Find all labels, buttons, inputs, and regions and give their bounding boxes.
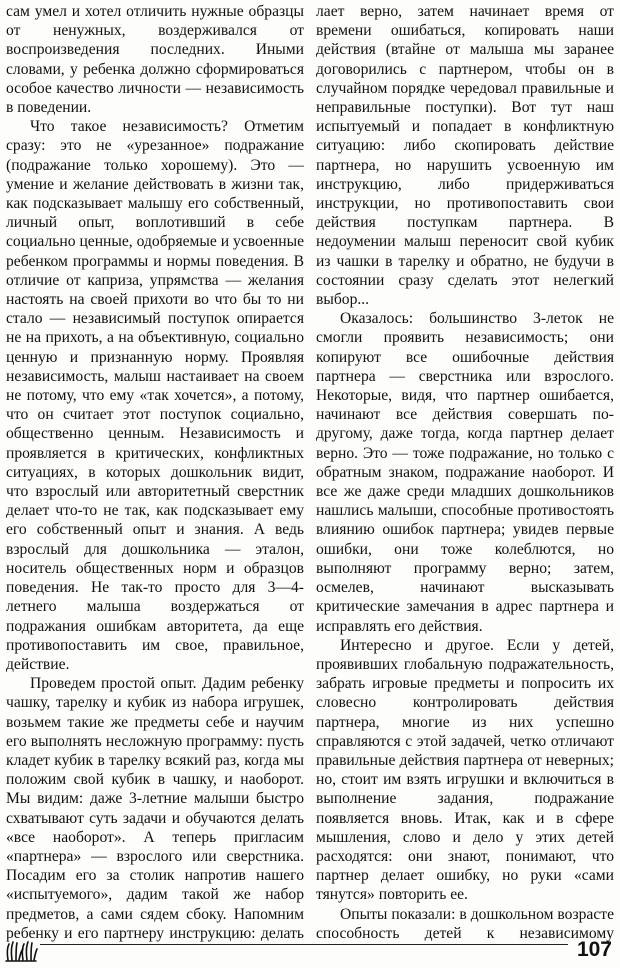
paragraph: сам умел и хотел отличить нужные образцы от ненужных, воздерживался от воспроизведения последних. Иными словами, у ребенка должно сформироваться особое качество личности — независимость в поведении. [6,3,304,117]
left-text-column [6,2,304,942]
right-text-column [316,2,614,942]
footer-rule [40,944,568,945]
paragraph: Оказалось: большинство 3-леток не смогли проявить независимость; они копируют все ошибочные действия партнера — сверстника или взрослого. Некоторые, видя, что партнер ошибается, начинают все действия совершать по-другому, даже тогда, когда партнер делает верно. Это — тоже подражание, но только с обратным знаком, подражание наоборот. И все же даже среди младших дошкольников нашлись малыши, способные противостоять влиянию ошибок партнера; увидев первые ошибки, они тоже колеблются, но выполняют программу верно; затем, осмелев, начинают высказывать критические замечания в адрес партнера и исправлять его действия. [316,310,614,635]
paragraph: Опыты показали: в дошкольном возрасте способность детей к независимому [316,905,614,942]
paragraph: Что такое независимость? Отметим сразу: это не «урезанное» подражание (подражание только хорошему). Это — умение и желание действовать в жизни так, как подсказывает малышу его собственный, личный опыт, воплотивший в себе социально ценные, одобряемые и усвоенные ребенком программы и нормы поведения. В отличие от каприза, упрямства — желания настоять на своей прихоти во что бы то ни стало — независимый поступок опирается не на прихоть, а на объективную, социально ценную и признанную норму. Проявляя независимость, малыш настаивает на своем не потому, что ему «так хочется», а потому, что он считает этот поступок социально, общественно ценным. Независимость и проявляется в критических, конфликтных ситуациях, в которых дошкольник видит, что взрослый или авторитетный сверстник делает что-то не так, как подсказывает ему его собственный опыт и знания. А ведь взрослый для дошкольника — эталон, носитель общественных норм и образцов поведения. Не так-то просто для 3—4-летнего малыша воздержаться от подражания ошибкам авторитета, да еще противопоставить им свое, правильное, действие. [6,118,304,673]
page-number: 107 [576,938,612,961]
hands-logo-icon [4,938,38,964]
paragraph: лает верно, затем начинает время от времени ошибаться, копировать наши действия (втайне от малыша мы заранее договорились с партнером, чтобы он в случайном порядке чередовал правильные и неправильные поступки). Вот тут наш испытуемый и попадает в конфликтную ситуацию: либо скопировать действие партнера, но нарушить усвоенную им инструкцию, либо придерживаться инструкции, но противопоставить свои действия поступкам партнера. В недоумении малыш переносит свой кубик из чашки в тарелку и обратно, не будучи в состоянии сразу сделать этот нелегкий выбор... [316,3,614,309]
paragraph: Проведем простой опыт. Дадим ребенку чашку, тарелку и кубик из набора игрушек, возьмем такие же предметы себе и научим его выполнять несложную программу: пусть кладет кубик в тарелку всякий раз, когда мы положим свой кубик в чашку, и наоборот. Мы видим: даже 3-летние малыши быстро схватывают суть задачи и обучаются делать «все наоборот». А теперь пригласим «партнера» — взрослого или сверстника. Посадим его за столик напротив нашего «испытуемого», дадим такой же набор предметов, а сами сядем сбоку. Напомним ребенку и его партнеру инструкцию: делать [6,675,304,942]
paragraph: Интересно и другое. Если у детей, проявивших глобальную подражательность, забрать игровые предметы и попросить их словесно контролировать действия партнера, многие из них успешно справляются с этой задачей, четко отличают правильные действия партнера от неверных; но, стоит им взять игрушки и включиться в выполнение задания, подражание появляется вновь. Итак, как и в сфере мышления, слово и дело у этих детей расходятся: они знают, понимают, что партнер делает ошибку, но руки «сами тянутся» повторить ее. [316,636,614,904]
